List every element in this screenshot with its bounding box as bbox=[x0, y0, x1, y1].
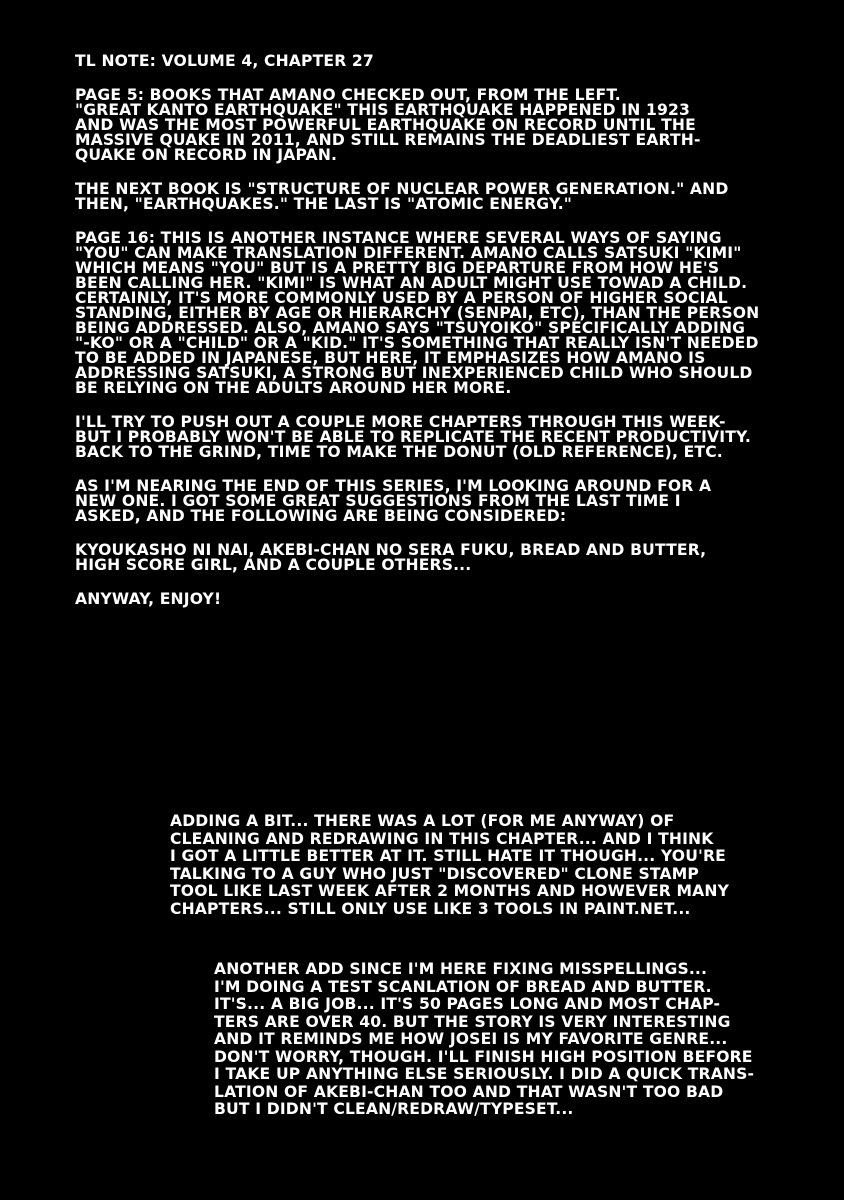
note-line: CERTAINLY, IT'S MORE COMMONLY USED BY A PERSON OF HIGHER SOCIAL bbox=[75, 289, 728, 307]
addendum-line: TOOL LIKE LAST WEEK AFTER 2 MONTHS AND HOWEVER MANY bbox=[170, 882, 730, 900]
note-line: BE RELYING ON THE ADULTS AROUND HER MORE. bbox=[75, 379, 512, 397]
addendum-line: ADDING A BIT... THERE WAS A LOT (FOR ME ANYWAY) OF bbox=[170, 812, 675, 830]
note-line: NEW ONE. I GOT SOME GREAT SUGGESTIONS FROM THE LAST TIME I bbox=[75, 492, 681, 510]
note-line: AND WAS THE MOST POWERFUL EARTHQUAKE ON RECORD UNTIL THE bbox=[75, 116, 696, 134]
addendum-line: I'M DOING A TEST SCANLATION OF BREAD AND BUTTER. bbox=[214, 977, 712, 996]
note-line: ASKED, AND THE FOLLOWING ARE BEING CONSIDERED: bbox=[75, 507, 567, 525]
note-line: PAGE 5: BOOKS THAT AMANO CHECKED OUT, FROM THE LEFT. bbox=[75, 86, 621, 104]
addendum-cleaning-note bbox=[170, 813, 790, 918]
addendum-line: LATION OF AKEBI-CHAN TOO AND THAT WASN'T TOO BAD bbox=[214, 1082, 724, 1101]
addendum-line: CHAPTERS... STILL ONLY USE LIKE 3 TOOLS IN PAINT.NET... bbox=[170, 899, 691, 918]
note-line: TO BE ADDED IN JAPANESE, BUT HERE, IT EMPHASIZES HOW AMANO IS bbox=[75, 349, 706, 367]
note-line: STANDING, EITHER BY AGE OR HIERARCHY (SENPAI, ETC), THAN THE PERSON bbox=[75, 304, 760, 322]
note-line: BEING ADDRESSED. ALSO, AMANO SAYS "TSUYOIKO" SPECIFICALLY ADDING bbox=[75, 319, 746, 337]
note-line: ANYWAY, ENJOY! bbox=[75, 590, 222, 608]
addendum-line: BUT I DIDN'T CLEAN/REDRAW/TYPESET... bbox=[214, 1100, 574, 1118]
note-line: BEEN CALLING HER. "KIMI" IS WHAT AN ADULT MIGHT USE TOWAD A CHILD. bbox=[75, 274, 748, 292]
note-line: WHICH MEANS "YOU" BUT IS A PRETTY BIG DEPARTURE FROM HOW HE'S bbox=[75, 259, 720, 277]
addendum-line: I GOT A LITTLE BETTER AT IT. STILL HATE IT THOUGH... YOU'RE bbox=[170, 847, 726, 865]
note-line: I'LL TRY TO PUSH OUT A COUPLE MORE CHAPTERS THROUGH THIS WEEK- bbox=[75, 413, 726, 431]
note-line: KYOUKASHO NI NAI, AKEBI-CHAN NO SERA FUKU, BREAD AND BUTTER, bbox=[75, 541, 707, 559]
note-heading: TL NOTE: VOLUME 4, CHAPTER 27 bbox=[75, 52, 374, 70]
note-line: BACK TO THE GRIND, TIME TO MAKE THE DONUT (OLD REFERENCE), ETC. bbox=[75, 443, 723, 461]
note-paragraph-productivity bbox=[75, 415, 795, 460]
note-paragraph-candidates bbox=[75, 543, 795, 573]
note-paragraph-next-book bbox=[75, 182, 795, 212]
note-line: QUAKE ON RECORD IN JAPAN. bbox=[75, 146, 338, 164]
translation-note bbox=[75, 54, 795, 626]
note-line: ADDRESSING SATSUKI, A STRONG BUT INEXPERIENCED CHILD WHO SHOULD bbox=[75, 364, 753, 382]
addendum-line: TALKING TO A GUY WHO JUST "DISCOVERED" CLONE STAMP bbox=[170, 864, 699, 883]
note-line: "-KO" OR A "CHILD" OR A "KID." IT'S SOMETHING THAT REALLY ISN'T NEEDED bbox=[75, 334, 759, 352]
note-paragraph-next-series bbox=[75, 479, 795, 524]
addendum-line: AND IT REMINDS ME HOW JOSEI IS MY FAVORITE GENRE... bbox=[214, 1030, 728, 1048]
note-line: AS I'M NEARING THE END OF THIS SERIES, I'M LOOKING AROUND FOR A bbox=[75, 477, 712, 495]
addendum-line: CLEANING AND REDRAWING IN THIS CHAPTER... AND I THINK bbox=[170, 829, 714, 848]
note-line: "GREAT KANTO EARTHQUAKE" THIS EARTHQUAKE HAPPENED IN 1923 bbox=[75, 101, 691, 119]
note-line: BUT I PROBABLY WON'T BE ABLE TO REPLICATE THE RECENT PRODUCTIVITY. bbox=[75, 428, 751, 446]
note-line: "YOU" CAN MAKE TRANSLATION DIFFERENT. AMANO CALLS SATSUKI "KIMI" bbox=[75, 244, 742, 262]
addendum-line: TERS ARE OVER 40. BUT THE STORY IS VERY INTERESTING bbox=[214, 1012, 731, 1031]
note-line: MASSIVE QUAKE IN 2011, AND STILL REMAINS THE DEADLIEST EARTH- bbox=[75, 131, 701, 149]
note-paragraph-page-16 bbox=[75, 231, 795, 396]
note-paragraph-page-5 bbox=[75, 88, 795, 163]
note-line: THEN, "EARTHQUAKES." THE LAST IS "ATOMIC ENERGY." bbox=[75, 195, 573, 213]
note-line: PAGE 16: THIS IS ANOTHER INSTANCE WHERE SEVERAL WAYS OF SAYING bbox=[75, 229, 722, 247]
note-line: HIGH SCORE GIRL, AND A COUPLE OTHERS... bbox=[75, 556, 472, 574]
addendum-line: IT'S... A BIG JOB... IT'S 50 PAGES LONG AND MOST CHAP- bbox=[214, 995, 721, 1013]
addendum-line: DON'T WORRY, THOUGH. I'LL FINISH HIGH POSITION BEFORE bbox=[214, 1047, 753, 1066]
note-paragraph-signoff bbox=[75, 592, 795, 607]
addendum-line: ANOTHER ADD SINCE I'M HERE FIXING MISSPELLINGS... bbox=[214, 960, 708, 978]
addendum-bread-and-butter-note bbox=[214, 961, 814, 1119]
addendum-line: I TAKE UP ANYTHING ELSE SERIOUSLY. I DID A QUICK TRANS- bbox=[214, 1065, 755, 1083]
note-line: THE NEXT BOOK IS "STRUCTURE OF NUCLEAR POWER GENERATION." AND bbox=[75, 180, 729, 198]
